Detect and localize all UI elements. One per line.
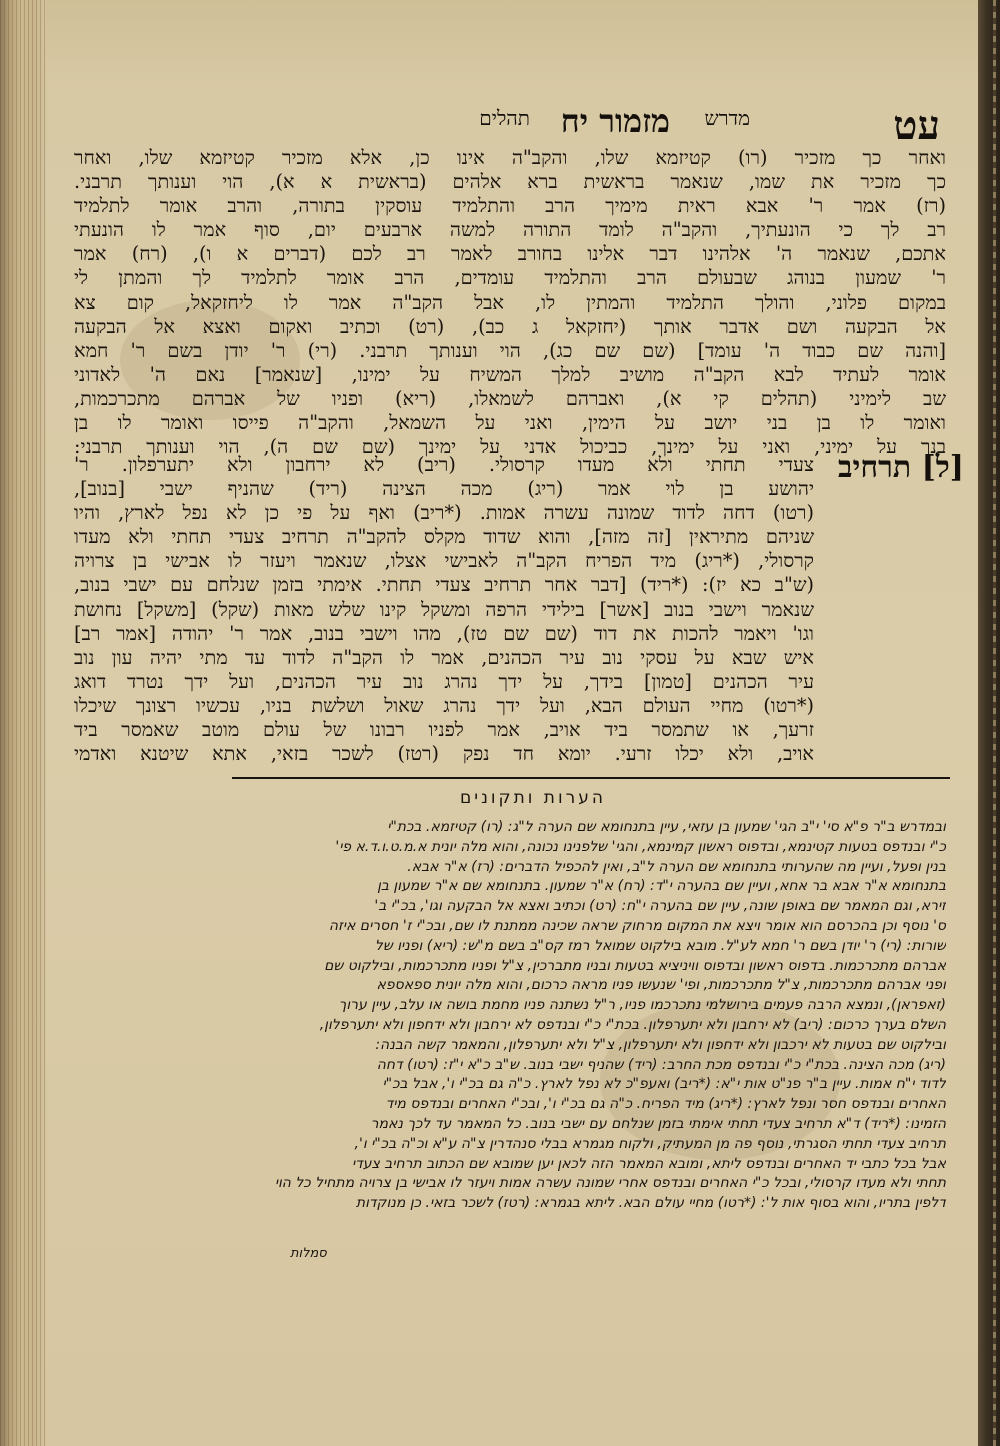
text-line: וגו' ויאמר להכות את דוד (שם שם טז), מהו וישבי בנוב, אמר ר' יהודה [אמר רב] [74, 621, 814, 645]
note-line: (זאפראן), ונמצא הרבה פעמים בירושלמי נתכרכמו פניו, ר"ל נשתנה פניו מחמת בושה או עלב, עיין ערוך [338, 997, 946, 1014]
notes-title: הערות ותקונים [460, 788, 606, 808]
page-stack-lines [0, 0, 46, 1446]
text-line: אל הבקעה ושם אדבר אותך (יחזקאל ג כב), (רט) וכתיב ואקום ואצא אל הבקעה [74, 314, 946, 338]
text-line: צעדי תחתי ולא מעדו קרסולי. (ריב) לא ירחבון ולא יתערפלון. ר' [74, 453, 814, 476]
text-line: איש שבא על עסקי נוב עיר הכהנים, אמר לו הקב"ה לדוד עד מתי יהיה עון נוב [74, 645, 814, 669]
note-line: בתנחומא א"ר אבא בר אחא, ועיין שם בהערה י"ד: (רח) א"ר שמעון. בתנחומא שם א"ר שמעון בן [377, 878, 946, 895]
binding-thread [993, 0, 996, 1446]
book-binding [978, 0, 1000, 1446]
text-line: קרסולי, (*ריג) מיד הפריח הקב"ה לאבישי אצלו, שנאמר ויעזר לו אבישי בן צרויה [74, 549, 814, 573]
note-line: אבל בכל כתבי יד האחרים ובנדפס ליתא, ומובא המאמר הזה לכאן יען שמובא שם הכתוב תרחיב צעדי [351, 1155, 946, 1172]
note-line: (ריג) מכה הצינה. בכת"י כ"י ובנדפס מכת החרב: (ריד) שהניף ישבי בנוב. ש"ב כ"א י"ז: (רטו) דחה [376, 1056, 946, 1073]
running-header [240, 102, 940, 152]
text-line: רב לך כי הונעתיך, והקב"ה לומד התורה למשה ארבעים יום, סוף אמר לו הונעתי [74, 218, 946, 242]
main-text-section-2 [74, 453, 814, 766]
text-line: כך מזכיר את שמו, שנאמר בראשית ברא אלהים (בראשית א א), הוי וענותך תרבני. [74, 170, 946, 194]
text-line: עיר הכהנים [טמון] בידך, על ידך נהרג נוב עיר הכהנים, ועל ידך נטרד דואג [74, 669, 814, 693]
note-line: תרחיב צעדי תחתי הסגרתי, נוסף פה מן המעתיק, ולקוח מגמרא בבלי סנהדרין צ"ה ע"א וכ"ה בכ"י ו', [354, 1135, 946, 1152]
text-line: יהושע בן לוי אמר (ריג) מכה הצינה (ריד) שהניף ישבי [בנוב], [74, 477, 814, 501]
text-line: (ש"ב כא יז): (*ריד) [דבר אחר תרחיב צעדי תחתי. אימתי בזמן שנלחם עם ישבי בנוב, [74, 573, 814, 597]
divider-rule [232, 777, 950, 779]
note-line: ובמדרש ב"ר פ"א סי' י"ב הגי' שמעון בן עזאי, עיין בתנחומא שם הערה ל"ג: (רו) קטיזמא. בכת"י [387, 819, 946, 835]
header-book: מדרש [704, 106, 750, 130]
text-line: שנאמר וישבי בנוב [אשר] בילידי הרפה ומשקל קינו שלש מאות (שקל) [משקל] נחושת [74, 597, 814, 621]
text-line: [והנה שם כבוד ה' עומד] (שם שם כג), הוי וענותך תרבני. (רי) ר' יודן בשם ר' חמא [74, 338, 946, 362]
note-line: ובילקוט שם בטעות לא ירכבון ולא ידחפון ולא יתערפלון, צ"ל ולא יתערפלון, והמאמר קשה הבנה: [375, 1036, 946, 1053]
note-line: האחרים ובנדפס חסר ונפל לארץ: (*ריג) מיד הפריח. כ"ה גם בכ"י ו', ובכ"י האחרים ובנדפס מיד [385, 1096, 946, 1113]
catchword: סמלות [290, 1246, 327, 1261]
note-line: שורות: (רי) ר' יודן בשם ר' חמא לע"ל. מובא בילקוט שמואל רמז קס"ב בשם מ"ש: (ריא) ופניו של [374, 937, 946, 954]
note-line: דלפין בתריו, והוא בסוף אות ל': (*רטו) מחיי עולם הבא. ליתא בגמרא: (רטז) לשכר בזאי. כן מנוקדות [355, 1195, 946, 1212]
text-line: אומר לעתיד לבא הקב"ה מושיב למלך המשיח על ימינו, [שנאמר] נאם ה' לאדוני [74, 362, 946, 386]
note-line: ס' נוסף וכן בהכרסם הוא אומר ויצא את המקום מרחוק שראה שכינה ממתנת לו שם, ובכ"י ז' חסרים איזה [328, 917, 946, 934]
text-line: (רז) אמר ר' אבא ראית מימיך הרב והתלמיד עוסקין בתורה, והרב אומר לתלמיד [74, 194, 946, 218]
note-line: אברהם מתכרכמות. בדפוס ראשון ובדפוס וויניציא בטעות ובניו מתברכין, צ"ל ופניו מתכרכמות, ובילקוט שם [324, 957, 946, 974]
header-title: מזמור יח [560, 102, 670, 140]
main-text-section-1 [74, 146, 946, 459]
text-line: אויב, ולא יכלו זרעי. יומא חד נפק (רטז) לשכר בזאי, אתא שיטנא ואדמי [74, 742, 814, 766]
note-line: כ"י ובנדפס בטעות קטינמא, ובדפוס ראשון קמינמא, והגי' שלפנינו נכונה, והוא מלה יונית א.מ.ט.ו.ד.א פי' [335, 838, 946, 855]
note-line: ופני אברהם מתכרכמות, צ"ל מתכרכמות, ופי' שנעשו פניו מראה כרכום, והוא מלה יונית ספאספא [376, 977, 946, 994]
text-line: (*רטו) מחיי העולם הבא, ועל ידך נהרג שאול ושלשת בניו, עכשיו רצונך שיכלו [74, 693, 814, 717]
note-line: הזמינו: (*ריד) ד"א תרחיב צעדי תחתי אימתי בזמן שנלחם עם ישבי בנוב. כל המאמר עד לכך נאמר [370, 1115, 946, 1132]
note-line: בנין ופעל, ועיין מה שהערותי בתנחומא שם הערה ל"ב, ואין להכפיל הדברים: (רז) א"ר אבא. [407, 858, 946, 875]
text-line: בנך על ימיני, ואני על ימינך, כביכול אדני על ימינך (שם שם ה), הוי וענותך תרבני: [74, 435, 946, 459]
header-psalms: תהלים [479, 106, 530, 130]
note-line: השלם בערך כרכום: (ריב) לא ירחבון ולא יתערפלון. בכת"י כ"י ובנדפס לא ירחבון ולא ידחפון ולא יתערפלון, [319, 1016, 946, 1033]
text-line: ר' שמעון בנוהג שבעולם הרב והתלמיד עומדים, הרב אומר לתלמיד לך והמתן לי [74, 266, 946, 290]
text-line: ואומר לו בן בני יושב על הימין, ואני על השמאל, והקב"ה פייסו ואומר לו בן [74, 411, 946, 435]
text-line: (רטו) דחה לדוד שמונה עשרה אמות. (*ריב) ואף על פי כן לא נפל לארץ, והיו [74, 501, 814, 525]
text-line: שניהם מתיראין [זה מזה], והוא שדוד מקלס להקב"ה תרחיב צעדי תחתי ולא מעדו [74, 525, 814, 549]
text-line: במקום פלוני, והולך התלמיד והמתין לו, אבל הקב"ה אמר לו ליחזקאל, קום צא [74, 290, 946, 314]
section-label: [ל] תרחיב [838, 450, 964, 485]
note-line: לדוד י"ח אמות. עיין ב"ר פנ"ט אות י"א: (*ריב) ואעפ"כ לא נפל לארץ. כ"ה גם בכ"י ו', אבל בכ"י [382, 1076, 946, 1093]
note-line: זירא, וגם המאמר שם באופן שונה, עיין שם בהערה י"ח: (רט) וכתיב ואצא אל הבקעה וגו', בכ"י ב' [374, 898, 946, 915]
text-line: אתכם, שנאמר ה' אלהינו דבר אלינו בחורב לאמר רב לכם (דברים א ו), (רח) אמר [74, 242, 946, 266]
notes-section [80, 818, 946, 1214]
text-line: ואחר כך מזכיר (רו) קטיזמא שלו, והקב"ה אינו כן, אלא מזכיר קטיזמא שלו, ואחר [74, 146, 946, 169]
text-line: שב לימיני (תהלים קי א), ואברהם לשמאלו, (ריא) ופניו של אברהם מתכרכמות, [74, 386, 946, 410]
folio-number: עט [893, 102, 940, 149]
text-line: זרעך, או שתמסר ביד אויב, אמר לפניו רבונו של עולם מוטב שאמסר ביד [74, 718, 814, 742]
note-line: תחתי ולא מעדו קרסולי, ובכל כ"י האחרים ובנדפס אחרי שמונה עשרה אמות ויעזר לו אבישי בן צרויה מתחיל כל הוי [274, 1175, 946, 1192]
